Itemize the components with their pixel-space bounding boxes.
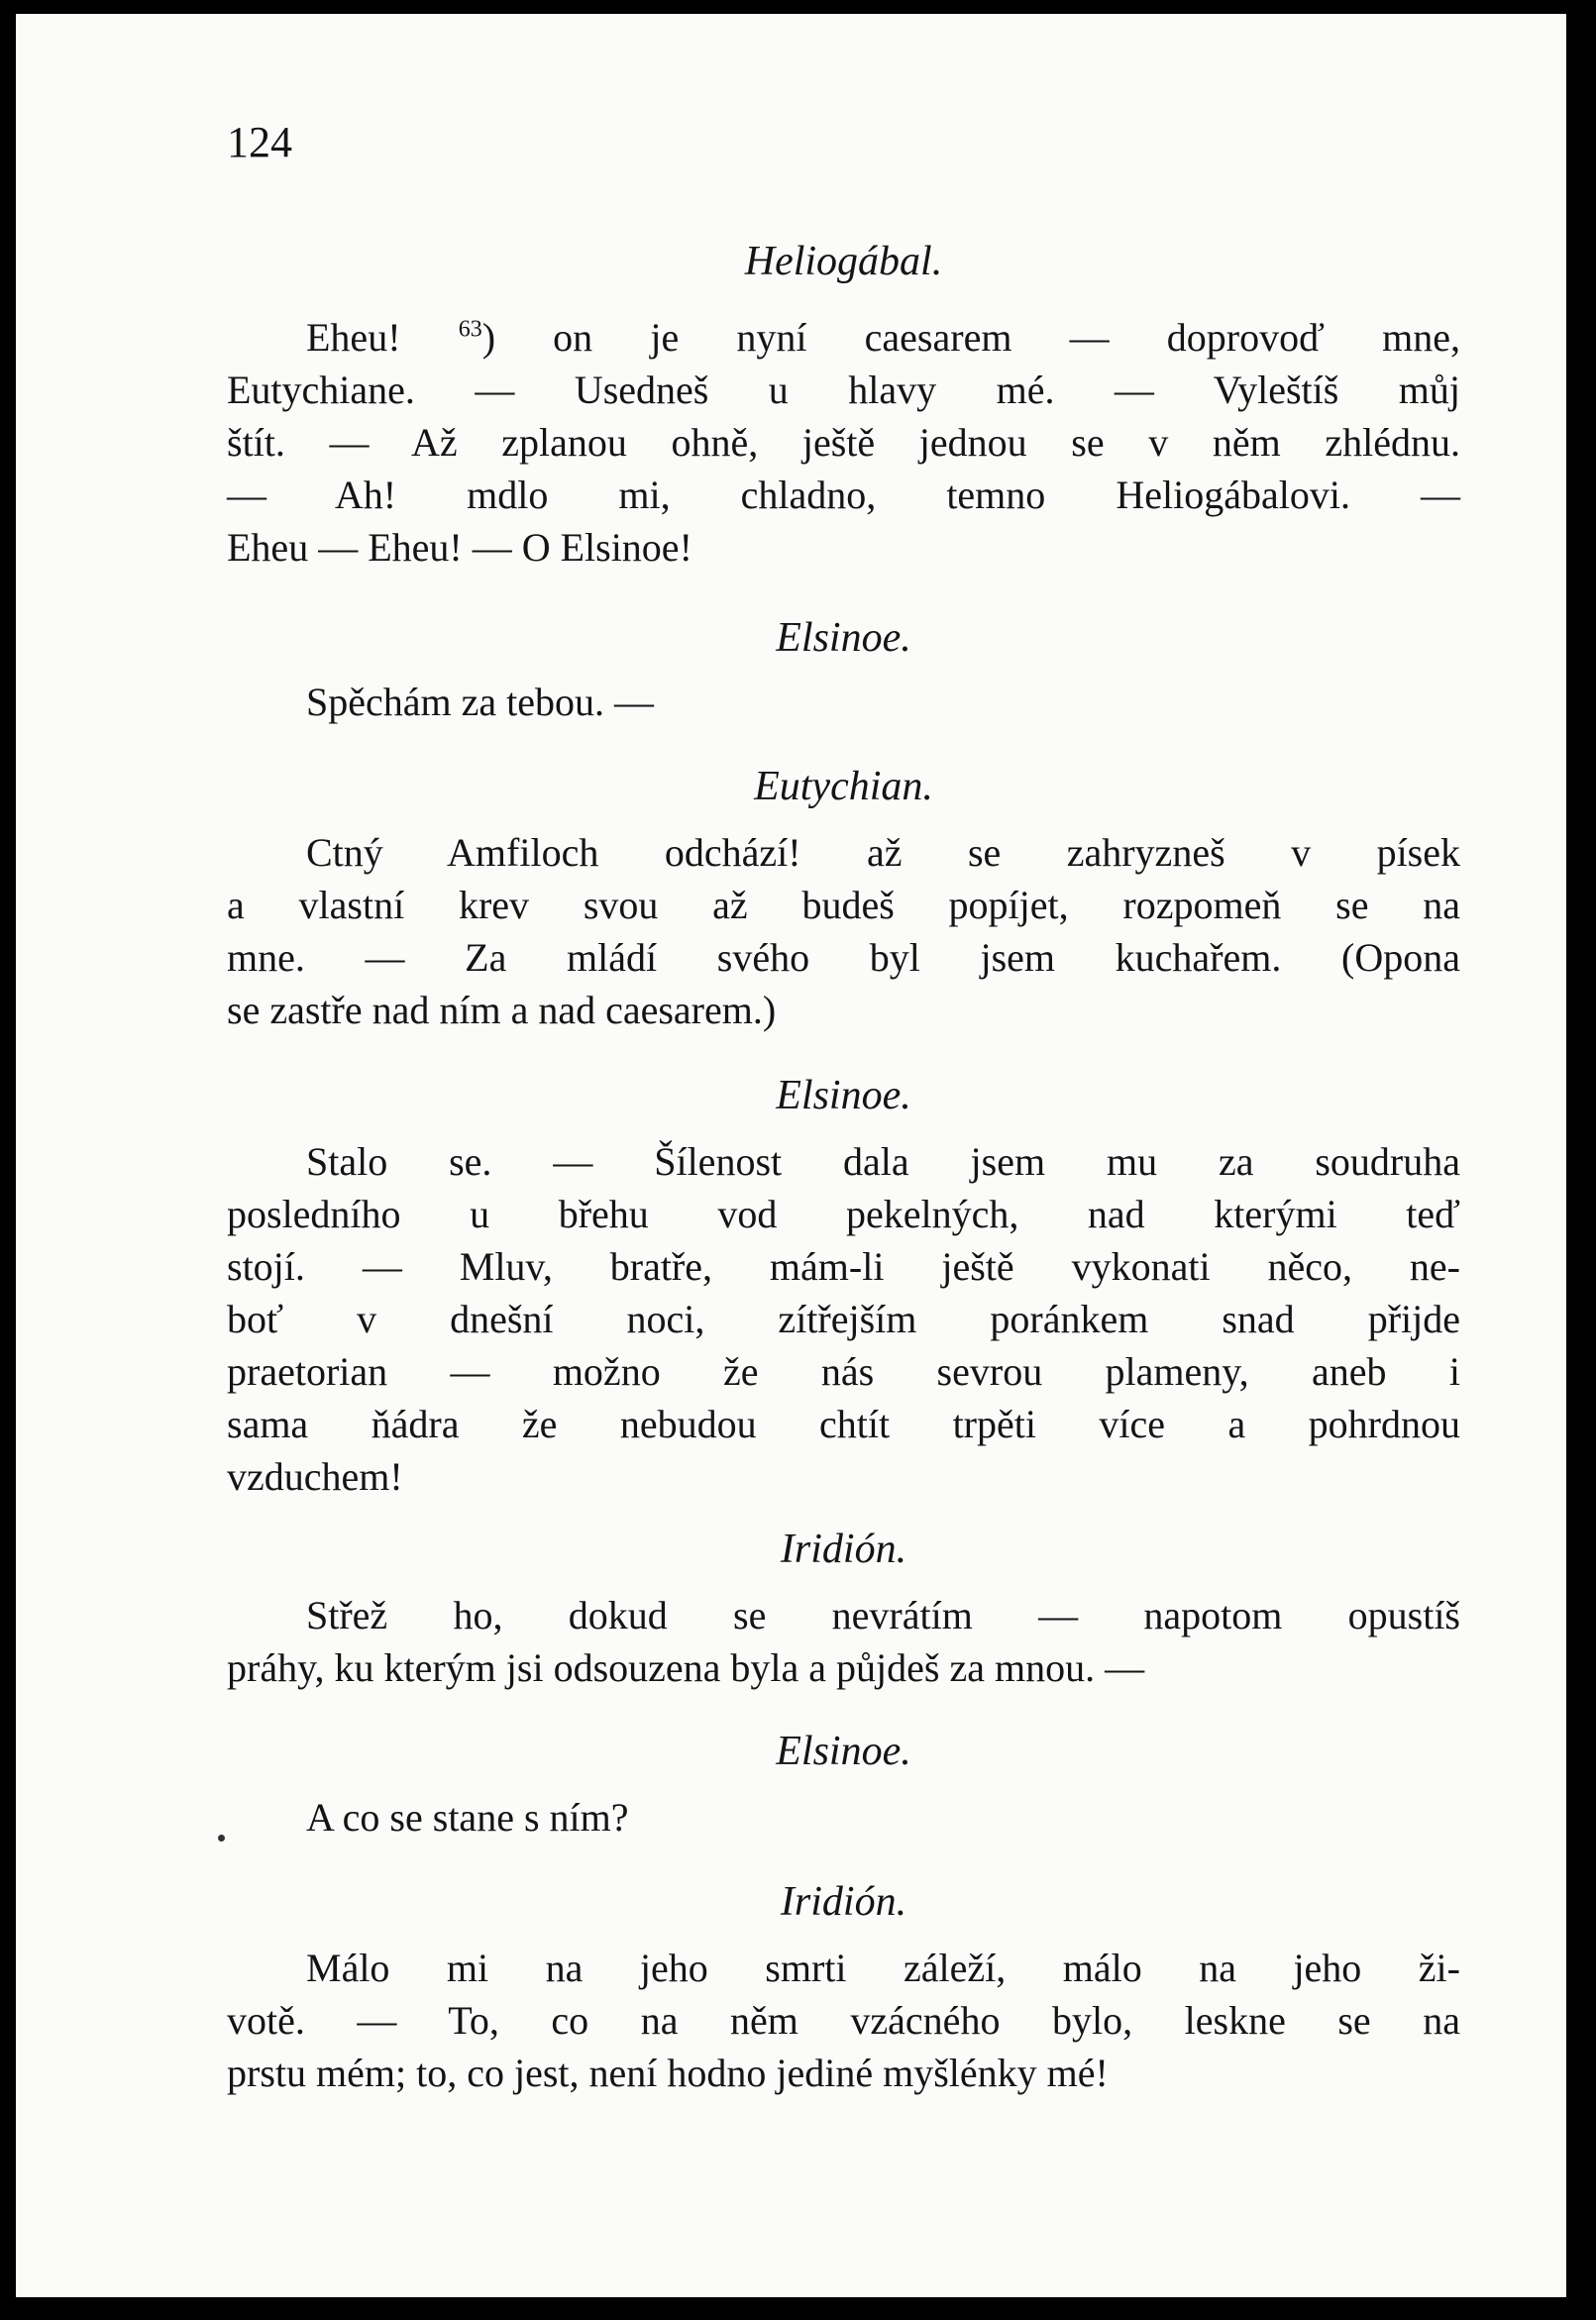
text-line: posledního u břehu vod pekelných, nad kterými teď (227, 1192, 1460, 1236)
dialogue-paragraph (227, 1791, 1460, 1844)
page-number: 124 (227, 118, 292, 166)
text-line: — Ah! mdlo mi, chladno, temno Heliogábalovi. — (227, 473, 1460, 517)
text-line: Eheu — Eheu! — O Elsinoe! (227, 525, 692, 570)
text-line: boť v dnešní noci, zítřejším poránkem snad přijde (227, 1297, 1460, 1341)
text-line: Stalo se. — Šílenost dala jsem mu za soudruha (306, 1139, 1460, 1184)
text-line: praetorian — možno že nás sevrou plameny, aneb i (227, 1349, 1460, 1394)
text-line: prstu mém; to, co jest, není hodno jediné myšlénky mé! (227, 2051, 1109, 2095)
text-line: vzduchem! (227, 1454, 403, 1499)
text-line: práhy, ku kterým jsi odsouzena byla a půjdeš za mnou. — (227, 1645, 1145, 1690)
dialogue-paragraph (227, 826, 1460, 1036)
text-line: Spěchám za tebou. — (306, 680, 654, 724)
speaker-heading: Elsinoe. (776, 1073, 911, 1118)
text-line: Eutychiane. — Usedneš u hlavy mé. — Vyleštíš můj (227, 368, 1460, 412)
text-line: Eheu! $^{63}$) on je nyní caesarem — doprovoď mne, (306, 315, 1460, 360)
speaker-heading: Eutychian. (754, 764, 933, 809)
text-line: se zastře nad ním a nad caesarem.) (227, 988, 777, 1032)
dialogue-paragraph (227, 1135, 1460, 1503)
dialogue-paragraph (227, 1942, 1460, 2099)
text-line: a vlastní krev svou až budeš popíjet, rozpomeň se na (227, 883, 1460, 927)
speaker-heading: Elsinoe. (776, 1729, 911, 1774)
speaker-heading: Elsinoe. (776, 615, 911, 661)
dialogue-paragraph (227, 311, 1460, 574)
text-line: Málo mi na jeho smrti záleží, málo na jeho ži- (306, 1946, 1460, 1990)
text-line: Ctný Amfiloch odchází! až se zahryzneš v písek (306, 830, 1460, 875)
speaker-heading: Iridión. (780, 1879, 907, 1925)
text-line: stojí. — Mluv, bratře, mám-li ještě vykonati něco, ne- (227, 1244, 1460, 1289)
text-line: mne. — Za mládí svého byl jsem kuchařem. (Opona (227, 935, 1460, 980)
footnote-reference: 63 (458, 316, 482, 343)
dialogue-paragraph (227, 1589, 1460, 1694)
dialogue-paragraph (227, 676, 1460, 728)
text-line: sama ňádra že nebudou chtít trpěti více a pohrdnou (227, 1402, 1460, 1446)
text-line: votě. — To, co na něm vzácného bylo, leskne se na (227, 1998, 1460, 2043)
text-line: štít. — Až zplanou ohně, ještě jednou se v něm zhlédnu. (227, 420, 1460, 465)
book-page (16, 14, 1566, 2297)
print-speck (218, 1835, 225, 1842)
text-line: Střež ho, dokud se nevrátím — napotom opustíš (306, 1593, 1460, 1637)
speaker-heading: Heliogábal. (744, 239, 943, 284)
speaker-heading: Iridión. (780, 1527, 907, 1572)
text-line: A co se stane s ním? (306, 1795, 629, 1840)
